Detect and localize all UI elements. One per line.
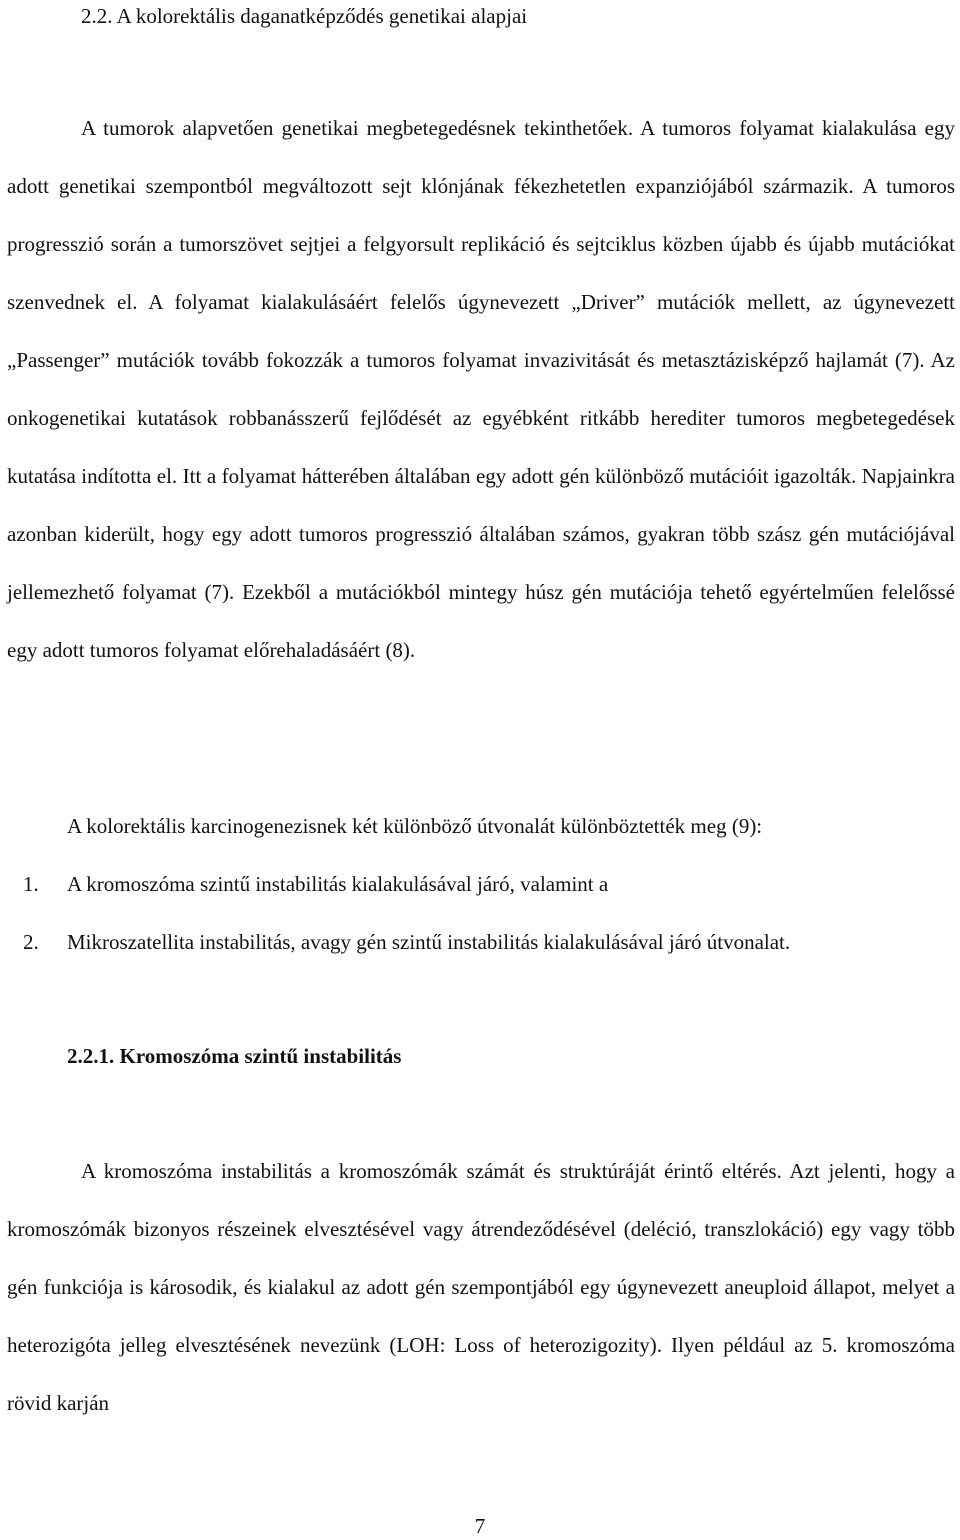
paragraph-chromosome-instability: A kromoszóma instabilitás a kromoszómák számát és struktúráját érintő eltérés. Azt jelenti, hogy a kromoszómák bizonyos részeinek elvesztésével vagy átrendeződésével (deléció, transzlokáció) egy vagy több gén funkciója is károsodik, és kialakul az adott gén szempontjából egy úgynevezett aneuploid állapot, melyet a heterozigóta jelleg elvesztésének nevezünk (LOH: Loss of heterozigozity). Ilyen például az 5. kromoszóma rövid karján [7,1159,955,1415]
list-item-number: 2. [23,930,39,954]
subsection-heading: 2.2.1. Kromoszóma szintű instabilitás [67,1044,402,1068]
paragraph-tumor-genetics: A tumorok alapvetően genetikai megbetegedésnek tekinthetőek. A tumoros folyamat kialakulása egy adott genetikai szempontból megváltozott sejt klónjának fékezhetetlen expanziójából származik. A tumoros progresszió során a tumorszövet sejtjei a felgyorsult replikáció és sejtciklus közben újabb és újabb mutációkat szenvednek el. A folyamat kialakulásáért felelős úgynevezett „Driver” mutációk mellett, az úgynevezett „Passenger” mutációk tovább fokozzák a tumoros folyamat invazivitását és metasztázisképző hajlamát (7). Az onkogenetikai kutatások robbanásszerű fejlődését az egyébként ritkább herediter tumoros megbetegedések kutatása indította el. Itt a folyamat hátterében általában egy adott gén különböző mutációit igazolták. Napjainkra azonban kiderült, hogy egy adott tumoros progresszió általában számos, gyakran több szász gén mutációjával jellemezhető folyamat (7). Ezekből a mutációkból mintegy húsz gén mutációja tehető egyértelműen felelőssé egy adott tumoros folyamat előrehaladásáért (8). [7,116,955,662]
list-item-text: Mikroszatellita instabilitás, avagy gén szintű instabilitás kialakulásával járó útvonalat. [67,930,791,954]
pathway-list [23,855,790,971]
list-item [23,855,790,913]
list-item [23,913,790,971]
page-number: 7 [474,1514,486,1538]
list-item-text: A kromoszóma szintű instabilitás kialakulásával járó, valamint a [67,872,609,896]
section-heading: 2.2. A kolorektális daganatképződés genetikai alapjai [81,4,528,28]
carcinogenesis-intro-line: A kolorektális karcinogenezisnek két különböző útvonalát különböztették meg (9): [67,814,763,838]
list-item-number: 1. [23,872,39,896]
